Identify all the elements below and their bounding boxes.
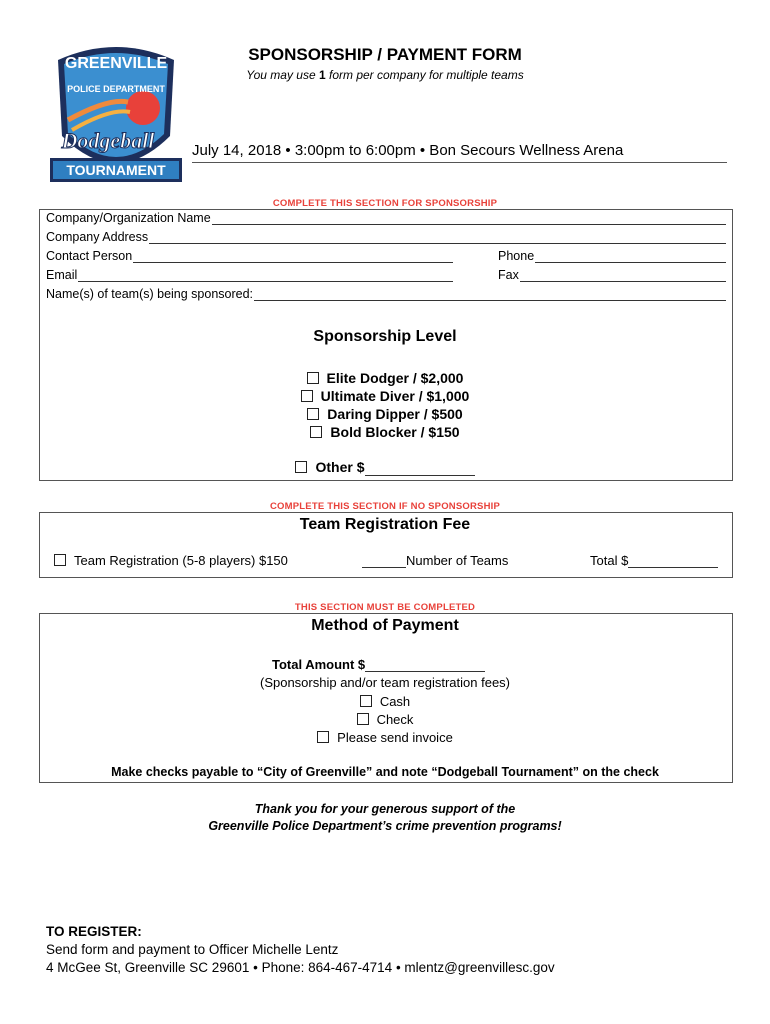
total-amount-input[interactable]: [365, 658, 485, 672]
level-option-ultimate[interactable]: Ultimate Diver / $1,000: [40, 387, 730, 405]
payment-options: [40, 693, 730, 747]
level-option-elite[interactable]: Elite Dodger / $2,000: [40, 369, 730, 387]
checkbox-icon[interactable]: [54, 554, 66, 566]
phone-label: Phone: [498, 249, 535, 263]
level-option-daring[interactable]: Daring Dipper / $500: [40, 405, 730, 423]
logo-text-tournament: TOURNAMENT: [66, 162, 166, 178]
checkbox-icon[interactable]: [357, 713, 369, 725]
logo-text-dodgeball: Dodgeball: [61, 128, 155, 153]
form-subtitle: You may use 1 form per company for multiple teams: [246, 68, 524, 82]
other-amount-input[interactable]: [365, 461, 475, 476]
email-label: Email: [46, 268, 78, 282]
checkbox-icon[interactable]: [307, 408, 319, 420]
checks-payable-note: Make checks payable to “City of Greenville” and note “Dodgeball Tournament” on the check: [111, 765, 659, 779]
number-of-teams-label: Number of Teams: [406, 553, 509, 568]
checkbox-icon[interactable]: [360, 695, 372, 707]
company-name-field[interactable]: [46, 211, 726, 225]
checkbox-icon[interactable]: [307, 372, 319, 384]
payment-option-invoice[interactable]: Please send invoice: [40, 729, 730, 747]
payment-section-note: THIS SECTION MUST BE COMPLETED: [294, 602, 476, 613]
number-of-teams-field[interactable]: [362, 553, 508, 568]
registration-heading: Team Registration Fee: [299, 516, 471, 533]
email-field[interactable]: [46, 268, 453, 282]
total-amount-field[interactable]: [272, 657, 485, 672]
register-heading: TO REGISTER:: [46, 924, 142, 939]
sponsorship-section-note: COMPLETE THIS SECTION FOR SPONSORSHIP: [272, 198, 498, 209]
payment-option-check[interactable]: Check: [40, 711, 730, 729]
registration-total-input[interactable]: [628, 554, 718, 568]
contact-person-field[interactable]: [46, 249, 453, 263]
payment-heading: Method of Payment: [311, 617, 459, 634]
contact-person-label: Contact Person: [46, 249, 133, 263]
sponsored-teams-label: Name(s) of team(s) being sponsored:: [46, 287, 254, 301]
company-address-field[interactable]: [46, 230, 726, 244]
company-address-label: Company Address: [46, 230, 149, 244]
form-title: SPONSORSHIP / PAYMENT FORM: [248, 45, 522, 64]
payment-option-cash[interactable]: Cash: [40, 693, 730, 711]
checkbox-icon[interactable]: [295, 461, 307, 473]
register-instructions: Send form and payment to Officer Michelle Lentz: [46, 942, 339, 957]
number-of-teams-input[interactable]: [362, 554, 406, 568]
registration-section-note: COMPLETE THIS SECTION IF NO SPONSORSHIP: [269, 501, 500, 512]
sponsored-teams-field[interactable]: [46, 287, 726, 301]
fax-field[interactable]: [498, 268, 726, 282]
register-info: [46, 923, 555, 977]
phone-field[interactable]: [498, 249, 726, 263]
registration-total-field[interactable]: [590, 553, 718, 568]
fax-label: Fax: [498, 268, 519, 282]
logo-text-police: POLICE DEPARTMENT: [67, 84, 165, 94]
event-details: July 14, 2018 • 3:00pm to 6:00pm • Bon Secours Wellness Arena: [192, 142, 727, 163]
register-contact: 4 McGee St, Greenville SC 29601 • Phone: 864-467-4714 • mlentz@greenvillesc.gov: [46, 960, 555, 975]
total-amount-label: Total Amount $: [272, 657, 366, 672]
team-registration-option[interactable]: Team Registration (5-8 players) $150: [54, 553, 288, 568]
checkbox-icon[interactable]: [301, 390, 313, 402]
checkbox-icon[interactable]: [317, 731, 329, 743]
sponsorship-level-heading: Sponsorship Level: [313, 328, 457, 345]
fees-note: (Sponsorship and/or team registration fees): [259, 675, 510, 690]
level-option-bold[interactable]: Bold Blocker / $150: [40, 423, 730, 441]
level-option-other[interactable]: Other $: [40, 458, 730, 476]
checkbox-icon[interactable]: [310, 426, 322, 438]
tournament-logo: [48, 40, 184, 188]
registration-total-label: Total $: [590, 553, 629, 568]
company-name-label: Company/Organization Name: [46, 211, 211, 225]
logo-text-greenville: GREENVILLE: [64, 55, 168, 72]
thank-you-message: Thank you for your generous support of the Greenville Police Department’s crime prevention programs!: [208, 802, 562, 833]
sponsorship-level-list: [40, 369, 730, 441]
